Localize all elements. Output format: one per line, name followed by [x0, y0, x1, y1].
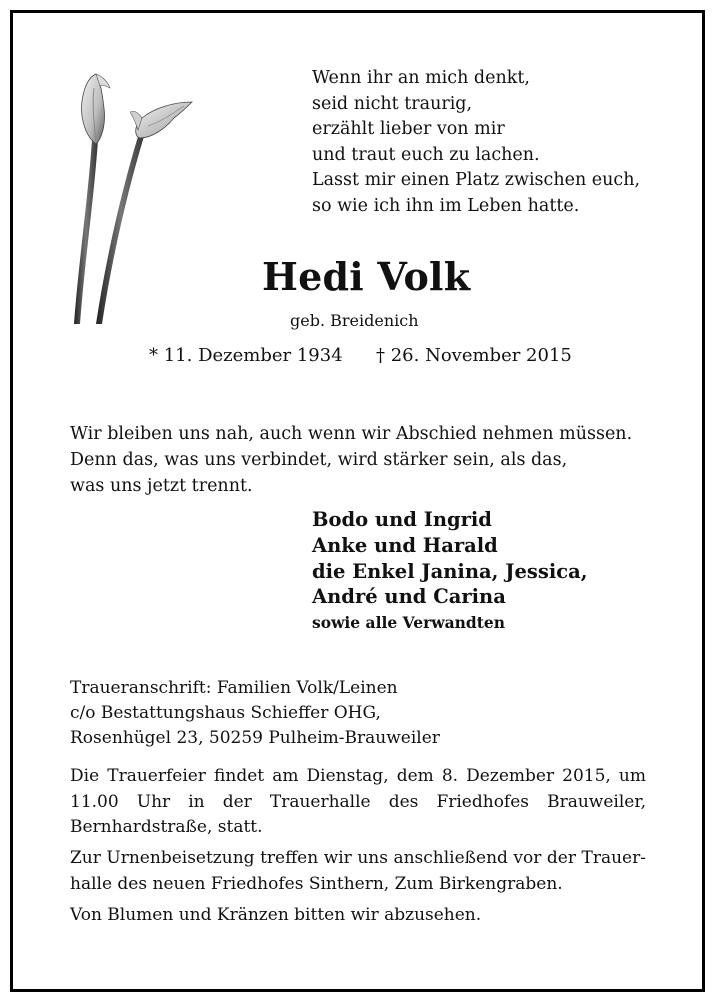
poem-line: erzählt lieber von mir	[312, 119, 505, 140]
mourner-line: André und Carina	[312, 585, 506, 609]
mourning-address	[70, 676, 440, 751]
calla-lily-icon	[62, 68, 202, 328]
death-date: † 26. November 2015	[376, 345, 572, 366]
mourner-line: Anke und Harald	[312, 533, 498, 557]
farewell-quote	[70, 421, 632, 499]
poem-line: seid nicht traurig,	[312, 93, 473, 114]
poem-line: Wenn ihr an mich denkt,	[312, 68, 530, 88]
poem-line: so wie ich ihn im Leben hatte.	[312, 195, 580, 216]
quote-line: was uns jetzt trennt.	[70, 476, 253, 496]
maiden-name: geb. Breidenich	[290, 311, 419, 330]
address-line: Traueranschrift: Familien Volk/Leinen	[70, 678, 398, 698]
mourners-list	[312, 507, 588, 610]
address-line: c/o Bestattungshaus Schieffer OHG,	[70, 703, 381, 723]
relatives-line: sowie alle Verwandten	[312, 613, 506, 632]
no-flowers-paragraph: Von Blumen und Kränzen bitten wir abzusehen.	[70, 905, 482, 925]
urn-burial-paragraph: Zur Urnenbeisetzung treffen wir uns anschließend vor der Trauerhalle des neuen Friedhofes Sinthern, Zum Birkengraben.	[70, 848, 646, 894]
mourner-line: Bodo und Ingrid	[312, 508, 492, 531]
birth-date: * 11. Dezember 1934	[149, 345, 343, 366]
mourner-line: die Enkel Janina, Jessica,	[312, 559, 588, 583]
poem	[312, 66, 640, 220]
poem-line: Lasst mir einen Platz zwischen euch,	[312, 170, 641, 191]
quote-line: Denn das, was uns verbindet, wird stärker sein, als das,	[70, 450, 568, 470]
funeral-service-paragraph: Die Trauerfeier findet am Dienstag, dem 8. Dezember 2015, um 11.00 Uhr in der Trauerhalle des Friedhofes Brauweiler, Bernhardstraße, statt.	[70, 766, 646, 837]
address-line: Rosenhügel 23, 50259 Pulheim-Brauweiler	[70, 728, 440, 748]
deceased-name: Hedi Volk	[262, 254, 471, 299]
poem-line: und traut euch zu lachen.	[312, 144, 540, 165]
quote-line: Wir bleiben uns nah, auch wenn wir Abschied nehmen müssen.	[70, 424, 633, 444]
